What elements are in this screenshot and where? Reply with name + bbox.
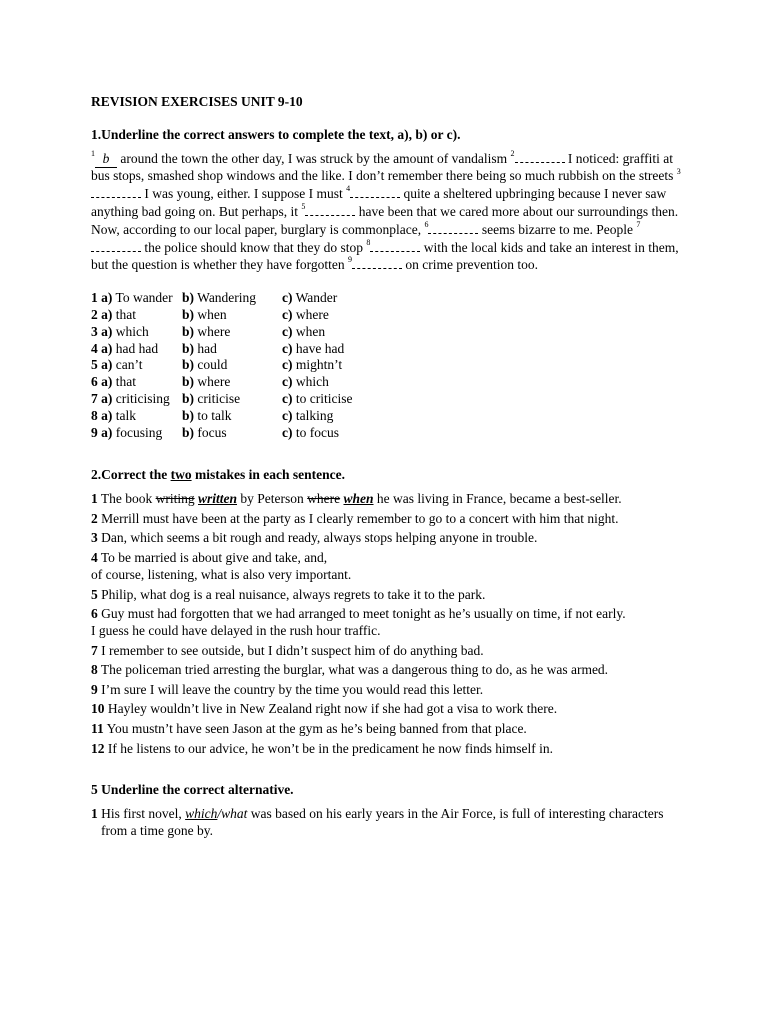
sentence-item: [91, 586, 681, 603]
exercise-2-heading: 2.Correct the two mistakes in each sentence.: [91, 467, 345, 483]
option-label: b): [182, 290, 195, 306]
correction-word: written: [198, 491, 238, 507]
gap-fill-text: [91, 150, 681, 275]
sentence-text: Merrill must have been at the party as I clearly remember to go to a concert with him that night.: [97, 510, 619, 526]
sentence-item: [91, 700, 681, 717]
sentence-item: 1 His first novel, which/what was based on his early years in the Air Force, is full of interesting characters from a time gone by.: [91, 806, 664, 839]
exercise-1-heading: 1.Underline the correct answers to complete the text, a), b) or c).: [91, 126, 461, 142]
option-row: [91, 341, 352, 358]
option-c[interactable]: [282, 425, 352, 442]
sentence-number: 12: [91, 740, 105, 756]
option-text: where: [197, 374, 231, 390]
alternative-option[interactable]: which: [185, 806, 218, 822]
option-row: [91, 357, 352, 374]
option-row: [91, 307, 352, 324]
option-label: b): [182, 323, 195, 339]
option-label: 2 a): [91, 306, 113, 322]
gap-number: 1: [91, 148, 95, 158]
gap-blank[interactable]: [370, 239, 420, 252]
gap-blank[interactable]: [428, 221, 478, 234]
sentence-text: Philip, what dog is a real nuisance, always regrets to take it to the park.: [97, 586, 486, 602]
option-text: to talk: [197, 407, 232, 423]
sentence-number: 11: [91, 721, 104, 737]
option-c[interactable]: [282, 374, 352, 391]
gap-blank[interactable]: [91, 185, 141, 198]
gap-text: on crime prevention too.: [401, 257, 539, 273]
gap-number: 5: [301, 201, 306, 211]
gap-text: the police should know that they do stop: [141, 239, 367, 255]
sentence-continuation: I guess he could have delayed in the rush hour traffic.: [91, 623, 381, 639]
struck-word: where: [307, 491, 341, 507]
option-text: criticising: [115, 390, 170, 406]
gap-blank[interactable]: [352, 256, 402, 269]
option-label: 1 a): [91, 290, 113, 306]
example-answer: b: [95, 151, 117, 169]
option-label: b): [182, 407, 195, 423]
option-label: 4 a): [91, 340, 113, 356]
gap-text: I was young, either. I suppose I must: [141, 186, 347, 202]
option-b[interactable]: [182, 374, 282, 391]
option-row: [91, 374, 352, 391]
option-b[interactable]: [182, 341, 282, 358]
gap-blank[interactable]: [91, 239, 141, 252]
option-label: c): [282, 290, 293, 306]
gap-number: 4: [346, 184, 351, 194]
sentence-item: [91, 529, 681, 546]
gap-number: 8: [366, 237, 371, 247]
sentence-item: [91, 642, 681, 659]
option-a[interactable]: [91, 357, 182, 374]
gap-blank[interactable]: [515, 150, 565, 163]
option-b[interactable]: [182, 391, 282, 408]
gap-text: with the local kids and take an interest in them, but the question is whether they have forgotten: [91, 239, 679, 273]
option-label: b): [182, 306, 195, 322]
struck-word: writing: [155, 491, 195, 507]
option-text: mightn’t: [295, 357, 343, 373]
correction-word: when: [343, 491, 374, 507]
option-row: [91, 324, 352, 341]
option-label: b): [182, 357, 195, 373]
option-text: where: [197, 323, 231, 339]
sentence-number: 9: [91, 681, 98, 697]
option-text: which: [295, 374, 329, 390]
sentence-number: 2: [91, 510, 98, 526]
sentence-number: 5: [91, 586, 98, 602]
sentence-item: [91, 720, 681, 737]
option-label: c): [282, 357, 293, 373]
sentence-text: Dan, which seems a bit rough and ready, always stops helping anyone in trouble.: [97, 530, 538, 546]
sentence-number: 4: [91, 549, 98, 565]
option-label: b): [182, 424, 195, 440]
option-c[interactable]: [282, 324, 352, 341]
option-a[interactable]: [91, 307, 182, 324]
gap-number: 9: [347, 255, 352, 265]
option-a[interactable]: [91, 408, 182, 425]
option-text: can’t: [115, 357, 143, 373]
option-text: had had: [115, 340, 159, 356]
option-a[interactable]: [91, 374, 182, 391]
option-label: b): [182, 390, 195, 406]
option-text: when: [197, 306, 227, 322]
option-text: have had: [295, 340, 345, 356]
option-text: that: [115, 374, 136, 390]
option-label: c): [282, 407, 293, 423]
gap-number: 6: [424, 219, 429, 229]
option-c[interactable]: [282, 391, 352, 408]
gap-text: seems bizarre to me. People: [478, 221, 637, 237]
gap-number: 7: [636, 219, 641, 229]
gap-text: have been that we cared more about our surroundings then. Now, according to our local paper, burglary is commonplace,: [91, 203, 679, 237]
sentence-continuation: of course, listening, what is also very important.: [91, 566, 352, 582]
option-c[interactable]: [282, 290, 352, 307]
option-label: 6 a): [91, 374, 113, 390]
worksheet-title: REVISION EXERCISES UNIT 9-10: [91, 94, 303, 109]
option-a[interactable]: [91, 391, 182, 408]
sentence-list: [91, 490, 681, 757]
worksheet: [91, 94, 681, 842]
option-a[interactable]: [91, 290, 182, 307]
option-c[interactable]: [282, 341, 352, 358]
sentence-number: 1: [91, 491, 98, 507]
option-row: [91, 391, 352, 408]
gap-number: 3: [676, 167, 681, 177]
option-label: c): [282, 374, 293, 390]
option-text: when: [295, 323, 326, 339]
option-a[interactable]: [91, 341, 182, 358]
option-text: Wander: [295, 290, 338, 306]
sentence-item: [91, 510, 681, 527]
gap-blank[interactable]: [305, 203, 355, 216]
sentence-item: 1 The book writing written by Peterson where when he was living in France, became a best-seller.: [91, 491, 622, 507]
option-b[interactable]: [182, 357, 282, 374]
option-text: to focus: [295, 424, 339, 440]
sentence-text: I remember to see outside, but I didn’t suspect him of do anything bad.: [97, 642, 484, 658]
option-c[interactable]: [282, 408, 352, 425]
sentence-number: 10: [91, 701, 105, 717]
sentence-item: [91, 605, 681, 639]
options-table: [91, 290, 352, 441]
option-b[interactable]: [182, 307, 282, 324]
option-label: 8 a): [91, 407, 113, 423]
sentence-text: You mustn’t have seen Jason at the gym as he’s being banned from that place.: [103, 721, 527, 737]
sentence-text: Hayley wouldn’t live in New Zealand right now if she had got a visa to work there.: [104, 701, 558, 717]
option-a[interactable]: [91, 425, 182, 442]
option-text: talking: [295, 407, 334, 423]
sentence-number: 6: [91, 606, 98, 622]
alternative-option[interactable]: what: [221, 806, 248, 822]
sentence-number: 3: [91, 530, 98, 546]
option-text: could: [197, 357, 228, 373]
option-c[interactable]: [282, 307, 352, 324]
option-label: 5 a): [91, 357, 113, 373]
gap-text: around the town the other day, I was struck by the amount of vandalism: [117, 150, 511, 166]
option-text: focusing: [115, 424, 163, 440]
option-text: had: [197, 340, 217, 356]
option-label: b): [182, 340, 195, 356]
option-label: c): [282, 390, 293, 406]
gap-text: quite a sheltered upbringing because I never saw anything bad going on. But perhaps, it: [91, 186, 667, 219]
gap-blank[interactable]: [350, 185, 400, 198]
sentence-number: 1: [91, 806, 98, 822]
option-text: criticise: [197, 390, 241, 406]
option-text: where: [295, 306, 329, 322]
option-label: 7 a): [91, 390, 113, 406]
sentence-item: [91, 661, 681, 678]
option-c[interactable]: [282, 357, 352, 374]
option-label: c): [282, 340, 293, 356]
option-label: b): [182, 374, 195, 390]
option-label: 9 a): [91, 424, 113, 440]
option-text: that: [115, 306, 136, 322]
sentence-text: To be married is about give and take, and,: [97, 549, 328, 565]
exercise-5-heading: 5 Underline the correct alternative.: [91, 781, 294, 797]
sentence-item: [91, 549, 681, 583]
option-b[interactable]: [182, 290, 282, 307]
sentence-item: [91, 740, 681, 757]
sentence-text: I’m sure I will leave the country by the time you would read this letter.: [97, 681, 484, 697]
option-text: Wandering: [197, 290, 257, 306]
option-b[interactable]: [182, 408, 282, 425]
option-b[interactable]: [182, 324, 282, 341]
option-text: which: [115, 323, 149, 339]
option-label: c): [282, 323, 293, 339]
option-a[interactable]: [91, 324, 182, 341]
option-label: 3 a): [91, 323, 113, 339]
option-row: [91, 425, 352, 442]
option-text: focus: [197, 424, 227, 440]
gap-text: I noticed: graffiti at bus stops, smashed shop windows and the like. I don’t remember there being so much rubbish on the streets: [91, 150, 677, 184]
sentence-text: If he listens to our advice, he won’t be in the predicament he now finds himself in.: [104, 740, 554, 756]
sentence-text: The policeman tried arresting the burglar, what was a dangerous thing to do, as he was armed.: [97, 662, 609, 678]
option-text: To wander: [115, 290, 173, 306]
option-row: [91, 290, 352, 307]
option-text: talk: [115, 407, 136, 423]
option-label: c): [282, 424, 293, 440]
sentence-number: 8: [91, 662, 98, 678]
option-label: c): [282, 306, 293, 322]
gap-number: 2: [510, 148, 515, 158]
option-text: to criticise: [295, 390, 353, 406]
sentence-text: Guy must had forgotten that we had arranged to meet tonight as he’s usually on time, if not early.: [97, 606, 626, 622]
sentence-item: [91, 681, 681, 698]
option-row: [91, 408, 352, 425]
option-b[interactable]: [182, 425, 282, 442]
sentence-number: 7: [91, 642, 98, 658]
